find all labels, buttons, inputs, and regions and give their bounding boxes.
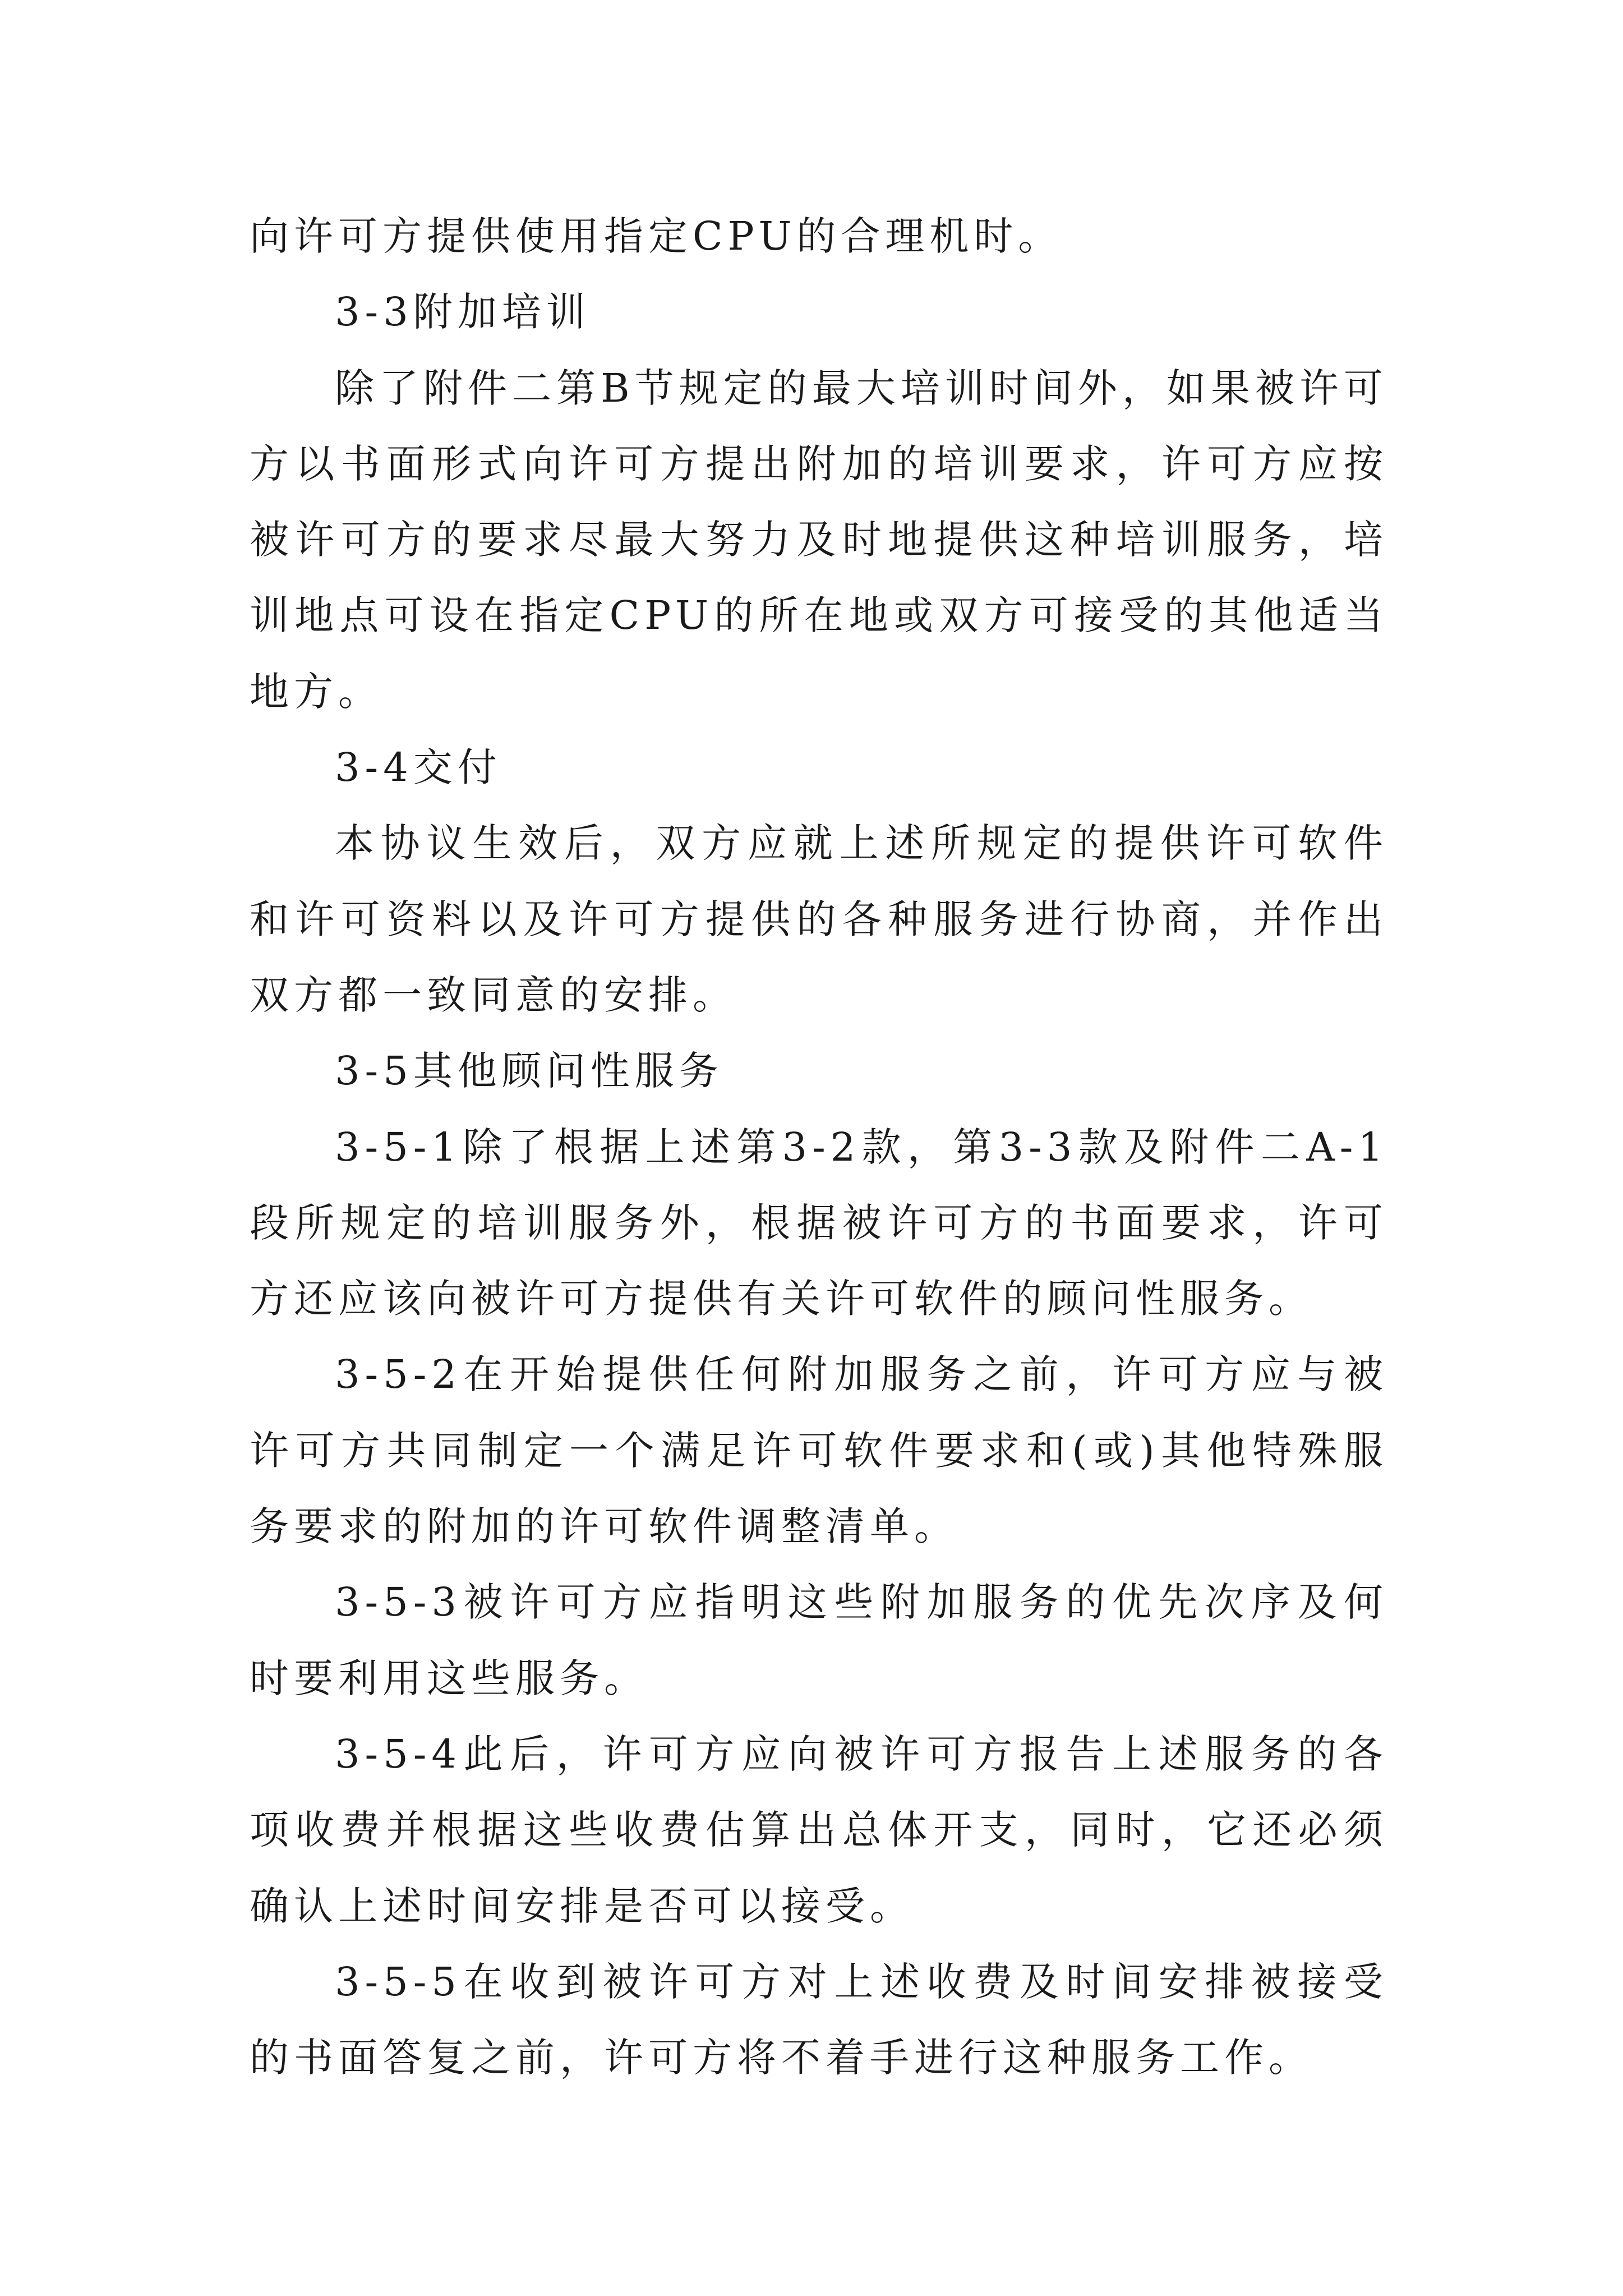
heading-3-4: 3-4交付	[335, 744, 502, 791]
document-body	[250, 199, 1388, 2096]
heading-3-3: 3-3附加培训	[335, 289, 591, 335]
paragraph-3-3: 除了附件二第B节规定的最大培训时间外，如果被许可方以书面形式向许可方提出附加的培训要求，许可方应按被许可方的要求尽最大努力及时地提供这种培训服务，培训地点可设在指定CPU的所在地或双方可接受的其他适当地方。	[250, 365, 1388, 715]
paragraph-3-5-5: 3-5-5在收到被许可方对上述收费及时间安排被接受的书面答复之前，许可方将不着手进行这种服务工作。	[250, 1958, 1388, 2081]
paragraph-3-5-2: 3-5-2在开始提供任何附加服务之前，许可方应与被许可方共同制定一个满足许可软件要求和(或)其他特殊服务要求的附加的许可软件调整清单。	[250, 1351, 1388, 1550]
paragraph-cpu-time: 向许可方提供使用指定CPU的合理机时。	[250, 213, 1063, 259]
paragraph-3-5-1: 3-5-1除了根据上述第3-2款，第3-3款及附件二A-1段所规定的培训服务外，根据被许可方的书面要求，许可方还应该向被许可方提供有关许可软件的顾问性服务。	[250, 1124, 1388, 1322]
heading-3-5: 3-5其他顾问性服务	[335, 1048, 723, 1094]
paragraph-3-5-3: 3-5-3被许可方应指明这些附加服务的优先次序及何时要利用这些服务。	[250, 1579, 1388, 1701]
paragraph-3-4: 本协议生效后，双方应就上述所规定的提供许可软件和许可资料以及许可方提供的各种服务进行协商，并作出双方都一致同意的安排。	[250, 820, 1388, 1018]
paragraph-3-5-4: 3-5-4此后，许可方应向被许可方报告上述服务的各项收费并根据这些收费估算出总体开支，同时，它还必须确认上述时间安排是否可以接受。	[250, 1731, 1388, 1929]
